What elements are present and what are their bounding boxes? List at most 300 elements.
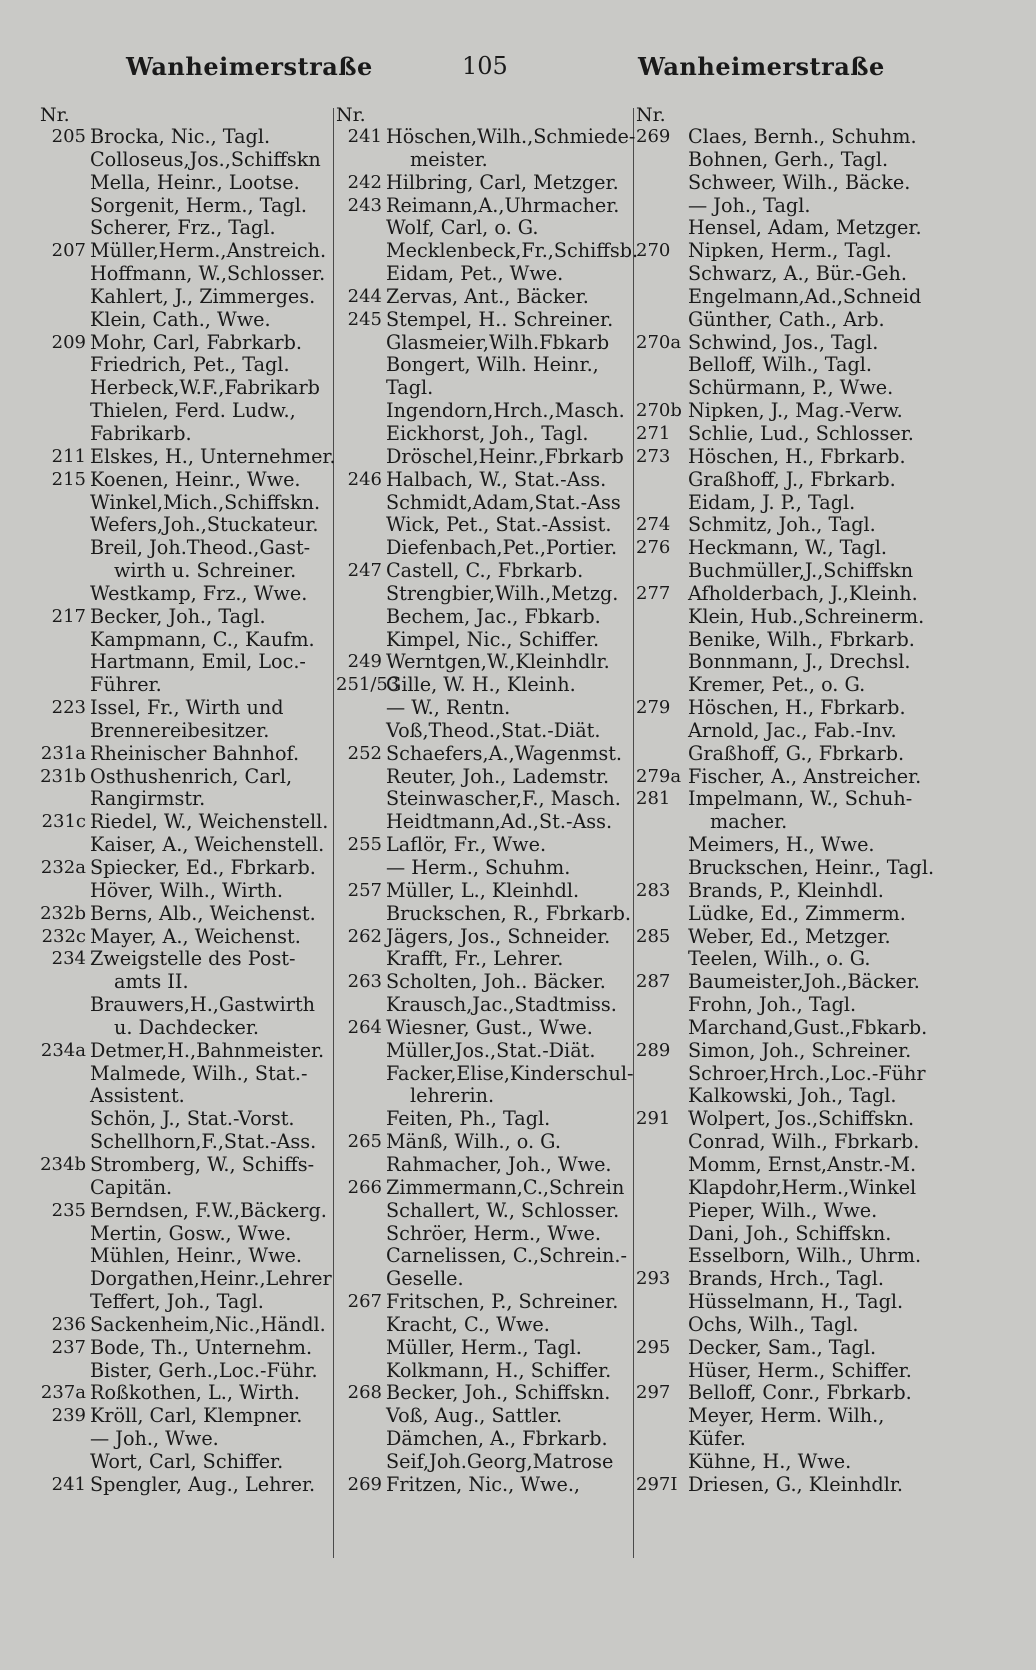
directory-entry [40,766,338,789]
resident-entry: Scholten, Joh.. Bäcker. [386,970,606,994]
directory-entry [636,400,936,423]
resident-entry: Rahmacher, Joh., Wwe. [386,1152,612,1176]
directory-entry [40,560,338,583]
house-number: 267 [347,1291,382,1313]
resident-entry: Elskes, H., Unternehmer. [90,444,336,468]
resident-entry: Berndsen, F.W.,Bäckerg. [90,1198,327,1222]
resident-entry: Winkel,Mich.,Schiffskn. [90,490,321,514]
directory-entry [636,217,936,240]
house-number: 266 [347,1176,382,1198]
resident-entry: Schmidt,Adam,Stat.-Ass [386,490,621,514]
directory-entry [40,1268,338,1291]
directory-entry [40,1085,338,1108]
resident-entry: Bohnen, Gerh., Tagl. [688,147,889,171]
directory-entry [40,834,338,857]
resident-entry: lehrerin. [410,1084,495,1108]
resident-entry: Sackenheim,Nic.,Händl. [90,1312,326,1336]
directory-entry [636,811,936,834]
resident-entry: Carnelissen, C.,Schrein.- [386,1244,627,1268]
directory-entry [40,651,338,674]
resident-entry: Impelmann, W., Schuh- [688,787,913,811]
directory-entry [40,1428,338,1451]
resident-entry: Hartmann, Emil, Loc.- [90,650,306,674]
resident-entry: wirth u. Schreiner. [114,559,297,583]
resident-entry: Heckmann, W., Tagl. [688,536,887,560]
resident-entry: Afholderbach, J.,Kleinh. [688,581,918,605]
resident-entry: Eickhorst, Joh., Tagl. [386,421,589,445]
resident-entry: Ingendorn,Hrch.,Masch. [386,399,625,423]
column-3 [636,104,936,1497]
directory-entry [336,674,632,697]
resident-entry: Mertin, Gosw., Wwe. [90,1221,292,1245]
resident-entry: Rheinischer Bahnhof. [90,741,300,765]
resident-entry: Westkamp, Frz., Wwe. [90,581,308,605]
resident-entry: Spengler, Aug., Lehrer. [90,1472,316,1496]
resident-entry: Belloff, Wilh., Tagl. [688,353,873,377]
directory-entry [40,172,338,195]
column-2 [336,104,639,1497]
directory-entry [336,697,632,720]
directory-entry [636,240,936,263]
resident-entry: Friedrich, Pet., Tagl. [90,353,290,377]
directory-entry [336,377,632,400]
directory-entry [636,1245,936,1268]
directory-entry [40,629,338,652]
directory-entry [336,1177,632,1200]
directory-entry [336,629,632,652]
resident-entry: Voß,Theod.,Stat.-Diät. [386,718,601,742]
column-1 [40,104,338,1497]
directory-entry [636,674,936,697]
resident-entry: Klapdohr,Herm.,Winkel [688,1175,917,1199]
directory-entry [636,788,936,811]
directory-entry [40,674,338,697]
house-number: 255 [347,834,382,856]
directory-entry [636,309,936,332]
resident-entry: macher. [710,810,788,834]
directory-entry [636,743,936,766]
directory-entry [40,1040,338,1063]
resident-entry: Wolf, Carl, o. G. [386,216,539,240]
resident-entry: Küfer. [688,1427,746,1451]
directory-entry [636,560,936,583]
directory-entry [336,239,639,263]
directory-entry [636,926,936,949]
resident-entry: Bode, Th., Unternehm. [90,1335,313,1359]
directory-entry [336,172,632,195]
directory-entry [40,1108,338,1131]
directory-entry [336,1063,632,1086]
resident-entry: Krafft, Fr., Lehrer. [386,947,564,971]
house-number: 295 [636,1336,671,1358]
directory-entry [636,651,936,674]
resident-entry: Schröer, Herm., Wwe. [386,1221,601,1245]
resident-entry: — Joh., Wwe. [90,1427,219,1451]
directory-entry [636,423,936,446]
resident-entry: Kaiser, A., Weichenstell. [90,833,325,857]
directory-entry [40,926,338,949]
directory-entry [336,309,632,332]
directory-entry [636,766,936,789]
directory-entry [40,240,338,263]
resident-entry: Reimann,A.,Uhrmacher. [386,193,620,217]
resident-entry: Seif,Joh.Georg,Matrose [386,1449,614,1473]
resident-entry: Diefenbach,Pet.,Portier. [386,536,618,560]
resident-entry: Baumeister,Joh.,Bäcker. [688,970,920,994]
directory-entry [336,994,632,1017]
house-number: 243 [347,194,382,216]
house-number: 247 [347,560,382,582]
directory-entry [636,1405,936,1428]
directory-entry [40,309,338,332]
house-number: 232b [40,902,86,924]
directory-entry [636,1017,936,1040]
resident-entry: Steinwascher,F., Masch. [386,787,621,811]
house-number: 281 [636,788,671,810]
resident-entry: Detmer,H.,Bahnmeister. [90,1038,325,1062]
resident-entry: Brocka, Nic., Tagl. [90,125,271,148]
resident-entry: Fabrikarb. [90,421,192,445]
resident-entry: Esselborn, Wilh., Uhrm. [688,1244,922,1268]
resident-entry: Facker,Elise,Kinderschul- [386,1061,634,1085]
resident-entry: Becker, Joh., Schiffskn. [386,1381,611,1405]
directory-entry [336,332,632,355]
resident-entry: Gille, W. H., Kleinh. [386,673,576,697]
directory-entry [336,766,632,789]
directory-entry [336,583,632,606]
resident-entry: Wick, Pet., Stat.-Assist. [386,513,612,537]
directory-entry [40,354,338,377]
directory-entry [40,1405,338,1428]
resident-entry: u. Dachdecker. [114,1015,260,1039]
resident-entry: Mohr, Carl, Fabrkarb. [90,330,302,354]
resident-entry: Weber, Ed., Metzger. [688,924,891,948]
directory-entry [336,446,632,469]
resident-entry: Eidam, J. P., Tagl. [688,490,856,514]
directory-entry [336,1428,632,1451]
resident-entry: Feiten, Ph., Tagl. [386,1107,551,1131]
house-number: 234a [40,1039,86,1061]
resident-entry: Nipken, Herm., Tagl. [688,239,892,263]
resident-entry: Dröschel,Heinr.,Fbrkarb [386,444,624,468]
resident-entry: Teelen, Wilh., o. G. [688,947,871,971]
directory-entry [336,537,632,560]
resident-entry: Hilbring, Carl, Metzger. [386,170,619,194]
directory-entry [336,1291,632,1314]
resident-entry: Mayer, A., Weichenst. [90,924,301,948]
resident-entry: Kahlert, J., Zimmerges. [90,284,316,308]
directory-entry [40,1177,338,1200]
directory-entry [636,1200,936,1223]
directory-entry [336,1314,632,1337]
resident-entry: Laflör, Fr., Wwe. [386,833,547,857]
resident-entry: Wolpert, Jos.,Schiffskn. [688,1107,915,1131]
columns [40,104,988,1554]
house-number: 244 [347,285,382,307]
resident-entry: Hoffmann, W.,Schlosser. [90,262,326,286]
column-heading: Nr. [336,104,366,126]
house-number: 236 [51,1313,86,1335]
directory-entry [40,583,338,606]
directory-entry [336,195,632,218]
resident-entry: Lüdke, Ed., Zimmerm. [688,901,906,925]
directory-entry [40,994,338,1017]
resident-entry: Breil, Joh.Theod.,Gast- [90,536,311,560]
directory-entry [336,1131,632,1154]
resident-entry: — W., Rentn. [386,696,511,720]
directory-entry [636,1085,936,1108]
column-divider [633,108,634,1558]
directory-entry [336,469,632,492]
directory-entry [636,377,936,400]
resident-entry: Rangirmstr. [90,787,206,811]
directory-entry [40,446,338,469]
resident-entry: Müller,Jos.,Stat.-Diät. [386,1038,596,1062]
directory-entry [336,1360,632,1383]
resident-entry: Müller,Herm.,Anstreich. [90,239,327,263]
resident-entry: Höschen,Wilh.,Schmiede- [386,125,636,148]
directory-entry [336,1245,632,1268]
house-number: 231c [41,811,86,833]
directory-entry [40,811,338,834]
running-head-right: Wanheimerstraße [638,52,885,81]
resident-entry: Brands, P., Kleinhdl. [688,878,884,902]
resident-entry: Hensel, Adam, Metzger. [688,216,922,240]
resident-entry: Castell, C., Fbrkarb. [386,559,584,583]
resident-entry: Berns, Alb., Weichenst. [90,901,316,925]
directory-entry [40,1360,338,1383]
resident-entry: Decker, Sam., Tagl. [688,1335,877,1359]
resident-entry: — Joh., Tagl. [688,193,811,217]
resident-entry: Osthushenrich, Carl, [90,764,293,788]
resident-entry: Capitän. [90,1175,173,1199]
resident-entry: amts II. [114,970,189,994]
directory-entry [636,1382,936,1405]
directory-entry [40,1017,338,1040]
directory-entry [636,1177,936,1200]
resident-entry: Fischer, A., Anstreicher. [688,764,922,788]
house-number: 242 [347,171,382,193]
page-number: 105 [462,52,508,80]
resident-entry: Schmitz, Joh., Tagl. [688,513,876,537]
resident-entry: Sorgenit, Herm., Tagl. [90,193,307,217]
directory-entry [636,537,936,560]
directory-entry [636,354,936,377]
resident-entry: Benike, Wilh., Fbrkarb. [688,627,915,651]
directory-entry [636,1474,936,1497]
directory-entry [40,1223,338,1246]
directory-entry [40,332,338,355]
directory-entry [336,1405,632,1428]
house-number: 223 [51,697,86,719]
house-number: 231a [40,742,86,764]
directory-entry [636,1040,936,1063]
directory-entry [40,217,338,240]
house-number: 279a [636,765,682,787]
resident-entry: Graßhoff, G., Fbrkarb. [688,741,905,765]
house-number: 241 [51,1473,86,1495]
directory-entry [336,903,632,926]
directory-entry [336,1108,632,1131]
resident-entry: Höver, Wilh., Wirth. [90,878,283,902]
directory-entry [336,811,632,834]
house-number: 232a [40,857,86,878]
house-number: 273 [636,445,671,467]
directory-entry [40,971,338,994]
house-number: 217 [51,605,86,627]
directory-entry [336,857,632,880]
house-number: 289 [636,1039,671,1061]
directory-entry [336,1017,632,1040]
resident-entry: Belloff, Conr., Fbrkarb. [688,1381,912,1405]
resident-entry: Hüser, Herm., Schiffer. [688,1358,912,1382]
resident-entry: Dorgathen,Heinr.,Lehrer [90,1267,332,1291]
house-number: 207 [51,240,86,262]
resident-entry: Issel, Fr., Wirth und [90,696,284,720]
directory-entry [336,926,632,949]
house-number: 232c [41,925,86,947]
directory-entry [336,1382,632,1405]
house-number: 270 [636,240,671,262]
directory-entry [636,903,936,926]
resident-entry: Schroer,Hrch.,Loc.-Führ [688,1061,926,1085]
resident-entry: Schweer, Wilh., Bäcke. [688,170,911,194]
house-number: 277 [636,582,671,604]
resident-entry: Halbach, W., Stat.-Ass. [386,467,607,491]
resident-entry: Fritschen, P., Schreiner. [386,1290,619,1314]
resident-entry: Bonnmann, J., Drechsl. [688,650,911,674]
house-number: 269 [636,126,671,147]
resident-entry: Werntgen,W.,Kleinhdlr. [386,650,610,674]
resident-entry: Buchmüller,J.,Schiffskn [688,559,914,583]
resident-entry: Marchand,Gust.,Fbkarb. [688,1015,928,1039]
resident-entry: Zimmermann,C.,Schrein [386,1175,625,1199]
resident-entry: Höschen, H., Fbrkarb. [688,444,906,468]
column-heading: Nr. [636,104,666,126]
house-number: 257 [347,879,382,901]
directory-entry [636,629,936,652]
house-number: 249 [347,651,382,673]
house-number: 264 [347,1016,382,1038]
resident-entry: Bechem, Jac., Fbkarb. [386,604,601,628]
directory-entry [336,1337,632,1360]
directory-entry [40,537,338,560]
resident-entry: Klein, Cath., Wwe. [90,307,271,331]
directory-entry [636,1223,936,1246]
resident-entry: Nipken, J., Mag.-Verw. [688,399,903,423]
directory-entry [336,149,632,172]
directory-entry [40,514,338,537]
resident-entry: Kalkowski, Joh., Tagl. [688,1084,897,1108]
house-number: 245 [347,308,382,330]
directory-entry [40,263,338,286]
directory-entry [336,1085,632,1108]
resident-entry: Teffert, Joh., Tagl. [90,1290,264,1314]
resident-entry: Brauwers,H.,Gastwirth [90,993,316,1017]
directory-entry [636,286,936,309]
resident-entry: Stromberg, W., Schiffs- [90,1152,315,1176]
house-number: 241 [347,126,382,147]
resident-entry: meister. [410,147,488,171]
directory-entry [40,286,338,309]
directory-entry [40,1451,338,1474]
house-number: 285 [636,925,671,947]
directory-entry [336,1040,632,1063]
directory-entry [336,1451,632,1474]
directory-entry [40,857,338,880]
house-number: 239 [51,1405,86,1427]
directory-entry [636,195,936,218]
resident-entry: Strengbier,Wilh.,Metzg. [386,581,619,605]
directory-entry [336,651,632,674]
resident-entry: Kolkmann, H., Schiffer. [386,1358,612,1382]
directory-entry [636,1428,936,1451]
directory-entry [636,1154,936,1177]
resident-entry: Bruckschen, Heinr., Tagl. [688,856,935,879]
directory-entry [336,492,632,515]
resident-entry: Glasmeier,Wilh.Fbkarb [386,330,610,354]
house-number: 263 [347,971,382,993]
resident-entry: Schallert, W., Schlosser. [386,1198,620,1222]
resident-entry: Krausch,Jac.,Stadtmiss. [386,993,617,1017]
house-number: 237 [51,1336,86,1358]
directory-entry [636,880,936,903]
house-number: 297I [636,1473,678,1495]
resident-entry: Führer. [90,673,162,697]
directory-entry [636,149,936,172]
resident-entry: Simon, Joh., Schreiner. [688,1038,912,1062]
directory-entry [636,263,936,286]
resident-entry: Schaefers,A.,Wagenmst. [386,741,623,765]
resident-entry: Engelmann,Ad.,Schneid [688,284,922,308]
directory-entry [636,446,936,469]
resident-entry: — Herm., Schuhm. [386,856,571,879]
resident-entry: Arnold, Jac., Fab.-Inv. [688,718,897,742]
directory-entry [336,423,632,446]
directory-entry [636,126,936,149]
house-number: 234 [51,948,86,970]
resident-entry: Müller, L., Kleinhdl. [386,878,580,902]
directory-entry [40,1291,338,1314]
resident-entry: Assistent. [90,1084,185,1108]
resident-entry: Brands, Hrch., Tagl. [688,1267,884,1291]
running-head-left: Wanheimerstraße [126,52,373,81]
directory-entry [636,1314,936,1337]
directory-entry [40,880,338,903]
house-number: 235 [51,1199,86,1221]
resident-entry: Wefers,Joh.,Stuckateur. [90,513,319,537]
house-number: 252 [347,742,382,764]
house-number: 234b [40,1153,86,1175]
resident-entry: Kröll, Carl, Klempner. [90,1404,303,1428]
house-number: 211 [51,445,86,467]
directory-entry [636,834,936,857]
directory-entry [636,469,936,492]
directory-entry [336,125,636,149]
house-number: 237a [40,1382,86,1404]
house-number: 251/53 [336,674,400,696]
resident-entry: Schwarz, A., Bür.-Geh. [688,262,907,286]
resident-entry: Zervas, Ant., Bäcker. [386,284,589,308]
resident-entry: Meyer, Herm. Wilh., [688,1404,885,1428]
directory-entry [636,1337,936,1360]
resident-entry: Tagl. [386,376,434,400]
resident-entry: Schürmann, P., Wwe. [688,376,894,400]
directory-entry [40,1154,338,1177]
directory-entry [40,423,338,446]
resident-entry: Roßkothen, L., Wirth. [90,1381,300,1405]
resident-entry: Momm, Ernst,Anstr.-M. [688,1152,917,1176]
